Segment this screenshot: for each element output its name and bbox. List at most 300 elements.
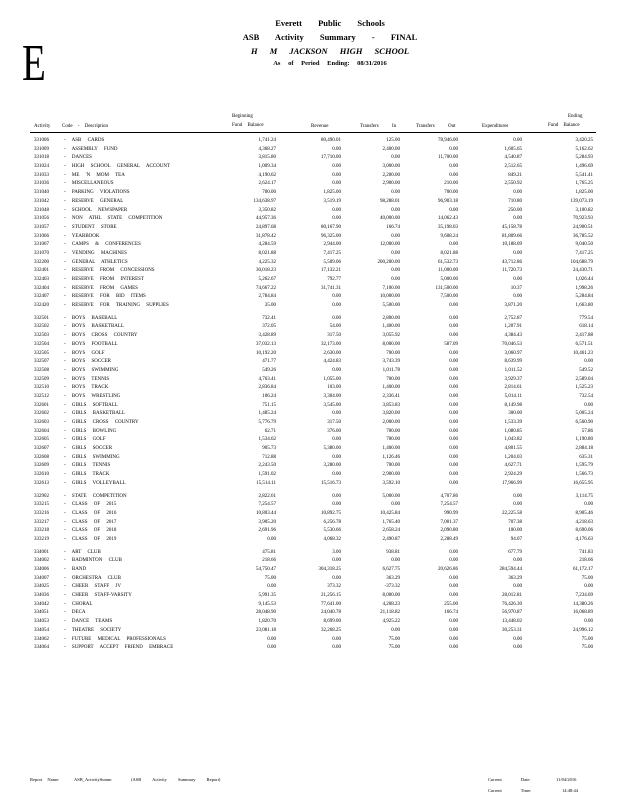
table-row [0, 527, 618, 536]
row-transfers-in: 10,425.84 [380, 510, 400, 516]
row-description: - NON ATHL STATE COMPETITION [64, 216, 163, 222]
row-expenditures: 8,639.99 [504, 359, 522, 365]
row-beginning-balance: 4,225.32 [258, 259, 276, 265]
row-transfers-out: 587.09 [444, 341, 458, 347]
table-row [0, 233, 618, 242]
row-ending-balance: 70,923.93 [573, 216, 593, 222]
row-description: - FUTURE MEDICAL PROFESSIONALS [64, 636, 166, 642]
row-transfers-in: 700.00 [386, 428, 400, 434]
row-transfers-out: 11,700.00 [438, 155, 458, 161]
row-transfers-in: 2,200.00 [382, 172, 400, 178]
row-description: - MISCELLANEOUS [64, 181, 114, 187]
table-row [0, 207, 618, 216]
row-revenue: 0.00 [332, 172, 341, 178]
table-row [0, 241, 618, 250]
row-code: 331070 [34, 250, 49, 256]
row-code: 334064 [34, 645, 49, 651]
row-revenue: 4,424.83 [323, 359, 341, 365]
row-code: 331042 [34, 198, 49, 204]
row-expenditures: 0.00 [513, 558, 522, 564]
row-expenditures: 2,550.92 [504, 181, 522, 187]
row-ending-balance: 618.14 [579, 324, 593, 330]
header-rule [30, 132, 596, 133]
row-beginning-balance: 10,192.20 [256, 350, 276, 356]
row-beginning-balance: 712.88 [262, 454, 276, 460]
row-expenditures: 100.00 [508, 528, 522, 534]
row-revenue: 21,256.15 [321, 593, 341, 599]
row-revenue: 24,040.78 [321, 610, 341, 616]
row-description: - ORCHESTRA CLUB [64, 575, 121, 581]
row-beginning-balance: 35.00 [264, 303, 276, 309]
row-code: 332613 [34, 480, 49, 486]
row-revenue: 4,068.32 [323, 536, 341, 542]
table-row [0, 323, 618, 332]
row-revenue: 0.00 [332, 207, 341, 213]
row-code: 333217 [34, 519, 49, 525]
row-revenue: 5,530.66 [323, 528, 341, 534]
row-transfers-out: 0.00 [449, 146, 458, 152]
row-transfers-out: 0.00 [449, 645, 458, 651]
row-code: 332509 [34, 376, 49, 382]
table-row [0, 285, 618, 294]
table-row [0, 436, 618, 445]
row-beginning-balance: 75.00 [264, 575, 276, 581]
col-header-ending: Ending [568, 114, 583, 119]
row-code: 333215 [34, 502, 49, 508]
row-ending-balance: 1,825.00 [575, 190, 593, 196]
row-code: 332608 [34, 454, 49, 460]
row-description: - CHORAL [64, 601, 93, 607]
row-expenditures: 2,924.29 [504, 472, 522, 478]
row-transfers-in: 1,011.78 [382, 367, 400, 373]
footer-report-name: ASB_ActivitySumm [74, 777, 112, 782]
row-ending-balance: 0.00 [584, 402, 593, 408]
row-beginning-balance: 5,776.79 [258, 420, 276, 425]
row-description: - DANCE TEAMS [64, 619, 113, 625]
row-revenue: 103.00 [327, 385, 341, 391]
row-beginning-balance: 1,009.34 [258, 164, 276, 170]
row-beginning-balance: 3,350.82 [258, 207, 276, 213]
row-transfers-in: 700.00 [386, 463, 400, 469]
table-row [0, 575, 618, 584]
row-code: 332604 [34, 428, 49, 434]
table-row [0, 627, 618, 636]
row-transfers-out: 78,946.00 [438, 138, 458, 143]
row-code: 331056 [34, 216, 49, 222]
table-row [0, 557, 618, 566]
row-beginning-balance: 24,897.68 [256, 224, 276, 230]
row-description: - GIRLS SOFTBALL [64, 402, 118, 408]
row-ending-balance: 5,541.41 [575, 172, 593, 178]
row-beginning-balance: 3,428.89 [258, 333, 276, 339]
row-expenditures: 10,188.09 [502, 242, 522, 248]
col-header-expenditures: Expenditures [482, 124, 509, 129]
row-description: - GIRLS SWIMMING [64, 454, 120, 460]
row-revenue: 3,304.00 [323, 393, 341, 399]
row-transfers-out: 35,198.03 [438, 224, 458, 230]
table-row [0, 267, 618, 276]
row-description: - RESERVE FROM CONCESSIONS [64, 268, 155, 274]
row-transfers-in: 938.81 [386, 549, 400, 555]
row-code: 334025 [34, 584, 49, 590]
row-beginning-balance: 2,624.17 [258, 181, 276, 187]
row-beginning-balance: 732.41 [262, 315, 276, 321]
table-row [0, 402, 618, 411]
row-revenue: 0.00 [332, 636, 341, 642]
row-description: - BOYS CROSS COUNTRY [64, 333, 138, 339]
row-transfers-out: 0.00 [449, 172, 458, 178]
row-description: - GIRLS BOWLING [64, 428, 117, 434]
row-ending-balance: 779.54 [579, 315, 593, 321]
row-beginning-balance: 1,485.24 [258, 411, 276, 417]
row-transfers-out: 96,903.18 [438, 198, 458, 204]
row-transfers-in: 2,658.24 [382, 528, 400, 534]
row-code: 334062 [34, 636, 49, 642]
row-transfers-in: 8,000.00 [382, 341, 400, 347]
table-row [0, 154, 618, 163]
row-expenditures: 0.00 [513, 502, 522, 508]
row-transfers-in: 700.00 [386, 376, 400, 382]
row-description: - BOYS SOCCER [64, 359, 111, 365]
row-transfers-out: 2,288.49 [440, 536, 458, 542]
row-expenditures: 1,605.65 [504, 146, 522, 152]
row-expenditures: 10.37 [510, 285, 522, 291]
row-beginning-balance: 0.00 [267, 645, 276, 651]
row-expenditures: 17,966.99 [502, 480, 522, 486]
row-description: - BOYS FOOTBALL [64, 341, 118, 347]
row-ending-balance: 1,595.79 [575, 463, 593, 469]
row-transfers-in: 5,500.00 [382, 303, 400, 309]
row-beginning-balance: 1,591.02 [258, 472, 276, 478]
row-beginning-balance: 37,032.13 [256, 341, 276, 347]
row-description: - BADMINTON CLUB [64, 558, 122, 564]
row-transfers-out: 0.00 [449, 428, 458, 434]
row-ending-balance: 1,765.25 [575, 181, 593, 187]
row-transfers-in: 2,800.00 [382, 315, 400, 321]
row-expenditures: 250.00 [508, 207, 522, 213]
row-beginning-balance: 10,803.44 [256, 510, 276, 516]
row-beginning-balance: 549.26 [262, 367, 276, 373]
table-row [0, 367, 618, 376]
row-transfers-in: 166.74 [386, 224, 400, 230]
row-transfers-in: 125.00 [386, 138, 400, 143]
row-description: - GIRLS CROSS COUNTRY [64, 420, 139, 425]
row-transfers-out: 0.00 [449, 480, 458, 486]
row-expenditures: 849.21 [508, 172, 522, 178]
row-expenditures: 2,752.87 [504, 315, 522, 321]
row-description: - RESERVE FROM GAMES [64, 285, 138, 291]
row-description: - STATE COMPETITION [64, 493, 127, 499]
row-ending-balance: 2,589.04 [575, 376, 593, 382]
row-transfers-in: 98,288.01 [380, 198, 400, 204]
row-transfers-in: 10,000.00 [380, 294, 400, 300]
row-transfers-out: 255.00 [444, 601, 458, 607]
table-row [0, 601, 618, 610]
row-ending-balance: 75.00 [581, 575, 593, 581]
table-row [0, 471, 618, 480]
row-transfers-in: 2,900.00 [382, 181, 400, 187]
row-expenditures: 43,712.86 [502, 259, 522, 265]
row-beginning-balance: 5,991.35 [258, 593, 276, 599]
row-ending-balance: 1,026.44 [575, 277, 593, 282]
row-description: - ART CLUB [64, 549, 101, 555]
row-expenditures: 1,043.82 [504, 437, 522, 443]
row-expenditures: 1,207.91 [504, 324, 522, 330]
row-revenue: 317.50 [327, 333, 341, 339]
row-ending-balance: 24,430.71 [573, 268, 593, 274]
col-header-fund-balance-end: Fund Balance [548, 123, 580, 128]
table-row [0, 384, 618, 393]
district-logo-letter: E [22, 35, 46, 92]
row-description: - ME 'N MOM TEA [64, 172, 125, 178]
row-revenue: 80,490.01 [321, 138, 341, 143]
table-row [0, 501, 618, 510]
row-code: 332502 [34, 324, 49, 330]
row-description: - CLASS OF 2018 [64, 528, 117, 534]
row-ending-balance: 0.00 [584, 359, 593, 365]
row-code: 332503 [34, 333, 49, 339]
row-ending-balance: 36,785.52 [573, 233, 593, 239]
table-row [0, 536, 618, 545]
row-code: 332602 [34, 411, 49, 417]
row-code: 334051 [34, 610, 49, 616]
row-revenue: 0.00 [332, 437, 341, 443]
row-code: 334002 [34, 558, 49, 564]
row-beginning-balance: 30,018.23 [256, 268, 276, 274]
row-expenditures: 3,871.20 [504, 303, 522, 309]
row-transfers-out: 9,608.24 [440, 233, 458, 239]
row-ending-balance: 104,688.79 [570, 259, 593, 265]
row-code: 332404 [34, 285, 49, 291]
col-header-beginning: Beginning [232, 114, 253, 119]
row-expenditures: 4,540.87 [504, 155, 522, 161]
row-transfers-out: 0.00 [449, 393, 458, 399]
row-code: 334001 [34, 549, 49, 555]
row-revenue: 96,325.00 [321, 233, 341, 239]
row-description: - BOYS BASKETBALL [64, 324, 125, 330]
report-period: As of Period Ending: 08/31/2016 [273, 60, 387, 67]
row-revenue: 0.00 [332, 294, 341, 300]
row-code: 331036 [34, 181, 49, 187]
table-row [0, 549, 618, 558]
footer-time-value: 14:48:44 [562, 788, 579, 793]
row-revenue: 0.00 [332, 645, 341, 651]
table-row [0, 493, 618, 502]
row-code: 334006 [34, 567, 49, 572]
row-expenditures: 0.00 [513, 645, 522, 651]
table-row [0, 172, 618, 181]
row-ending-balance: 741.83 [579, 549, 593, 555]
row-revenue: 0.00 [332, 411, 341, 417]
row-description: - SCHOOL NEWSPAPER [64, 207, 128, 213]
row-transfers-out: 0.00 [449, 411, 458, 417]
row-code: 332407 [34, 294, 49, 300]
row-transfers-out: 4,707.86 [440, 493, 458, 499]
row-ending-balance: 24,996.12 [573, 627, 593, 633]
col-header-activity: Activity [34, 124, 51, 129]
row-transfers-out: 0.00 [449, 303, 458, 309]
row-transfers-in: 12,000.00 [380, 242, 400, 248]
row-ending-balance: 5,005.24 [575, 411, 593, 417]
table-row [0, 250, 618, 259]
row-transfers-in: 0.00 [391, 627, 400, 633]
row-beginning-balance: 218.66 [262, 558, 276, 564]
table-row [0, 198, 618, 207]
row-revenue: 792.77 [327, 277, 341, 282]
row-code: 334036 [34, 593, 49, 599]
row-ending-balance: 1,998.26 [575, 285, 593, 291]
row-code: 332504 [34, 341, 49, 347]
row-expenditures: 3,060.97 [504, 350, 522, 356]
row-code: 332607 [34, 446, 49, 452]
row-code: 331048 [34, 207, 49, 213]
row-description: - BOYS SWIMMING [64, 367, 119, 373]
row-code: 334053 [34, 619, 49, 625]
row-transfers-out: 0.00 [449, 402, 458, 408]
table-row [0, 618, 618, 627]
row-code: 332420 [34, 303, 49, 309]
row-beginning-balance: 28,048.90 [256, 610, 276, 616]
row-transfers-out: 0.00 [449, 558, 458, 564]
row-ending-balance: 6,560.90 [575, 420, 593, 425]
row-transfers-in: 1,400.00 [382, 446, 400, 452]
row-expenditures: 70,046.53 [502, 341, 522, 347]
table-row [0, 215, 618, 224]
table-row [0, 644, 618, 653]
row-beginning-balance: 8,021.88 [258, 250, 276, 256]
row-expenditures: 4,384.43 [504, 333, 522, 339]
row-code: 331006 [34, 138, 49, 143]
row-transfers-in: 75.00 [388, 636, 400, 642]
row-description: - BAND [64, 567, 87, 572]
row-ending-balance: 139,073.19 [570, 198, 593, 204]
row-beginning-balance: 2,784.84 [258, 294, 276, 300]
row-expenditures: 1,080.85 [504, 428, 522, 434]
table-row [0, 137, 618, 146]
row-description: - CLASS OF 2015 [64, 502, 117, 508]
row-expenditures: 0.00 [513, 493, 522, 499]
row-ending-balance: 0.00 [584, 584, 593, 590]
row-code: 332200 [34, 259, 49, 265]
row-description: - CLASS OF 2017 [64, 519, 117, 525]
row-ending-balance: 1,525.23 [575, 385, 593, 391]
row-transfers-out: 8,021.88 [440, 250, 458, 256]
row-transfers-in: 3,055.92 [382, 333, 400, 339]
row-transfers-in: 0.00 [391, 207, 400, 213]
footer-report-label: Report Name: [30, 777, 60, 782]
row-code: 331066 [34, 233, 49, 239]
row-expenditures: 76,426.30 [502, 601, 522, 607]
row-transfers-out: 0.00 [449, 627, 458, 633]
row-ending-balance: 7,417.25 [575, 250, 593, 256]
row-expenditures: 28,012.81 [502, 593, 522, 599]
row-transfers-in: 1,400.00 [382, 324, 400, 330]
row-description: - GIRLS VOLLEYBALL [64, 480, 126, 486]
table-row [0, 146, 618, 155]
row-description: - RESERVE FOR TRAINING SUPPLIES [64, 303, 169, 309]
col-header-fund-balance-begin: Fund Balance [232, 123, 264, 128]
row-transfers-in: 0.00 [391, 558, 400, 564]
row-revenue: 0.00 [332, 558, 341, 564]
row-expenditures: 5,014.11 [504, 393, 522, 399]
table-row [0, 180, 618, 189]
row-code: 331018 [34, 155, 49, 161]
row-description: - VENDING MACHINES [64, 250, 127, 256]
row-beginning-balance: 74,667.22 [256, 285, 276, 291]
row-revenue: 3,280.00 [323, 463, 341, 469]
row-beginning-balance: 475.81 [262, 549, 276, 555]
row-beginning-balance: 44,957.36 [256, 216, 276, 222]
row-beginning-balance: 0.00 [267, 584, 276, 590]
row-expenditures: 0.00 [513, 190, 522, 196]
row-ending-balance: 4,218.63 [575, 519, 593, 525]
table-row [0, 609, 618, 618]
row-transfers-in: 0.00 [391, 268, 400, 274]
row-expenditures: 300.00 [508, 411, 522, 417]
row-beginning-balance: 2,822.61 [258, 493, 276, 499]
row-ending-balance: 549.52 [579, 367, 593, 373]
row-code: 332609 [34, 463, 49, 469]
row-ending-balance: 3,420.25 [575, 138, 593, 143]
row-expenditures: 0.00 [513, 584, 522, 590]
report-district: Everett Public Schools [275, 18, 385, 28]
footer-time-label: Current Time: [488, 788, 532, 793]
row-expenditures: 0.00 [513, 636, 522, 642]
row-ending-balance: 75.00 [581, 636, 593, 642]
row-beginning-balance: 751.15 [262, 402, 276, 408]
row-ending-balance: 9,040.50 [575, 242, 593, 248]
row-expenditures: 94.07 [510, 536, 522, 542]
row-transfers-in: 2,400.00 [382, 146, 400, 152]
row-description: - BOYS TRACK [64, 385, 109, 391]
row-transfers-out: 0.00 [449, 324, 458, 330]
row-description: - BOYS GOLF [64, 350, 105, 356]
row-transfers-in: 2,900.00 [382, 472, 400, 478]
report-school: H M JACKSON HIGH SCHOOL [250, 46, 410, 56]
row-beginning-balance: 3,815.80 [258, 155, 276, 161]
row-code: 332505 [34, 350, 49, 356]
row-ending-balance: 8,905.46 [575, 510, 593, 516]
row-transfers-out: 166.74 [444, 610, 458, 616]
row-description: - YEARBOOK [64, 233, 100, 239]
row-expenditures: 4,627.71 [504, 463, 522, 469]
table-row [0, 332, 618, 341]
row-description: - CLASS OF 2016 [64, 510, 117, 516]
row-revenue: 31,741.31 [321, 285, 341, 291]
row-revenue: 32,173.00 [321, 341, 341, 347]
row-transfers-out: 0.00 [449, 437, 458, 443]
row-code: 332501 [34, 315, 49, 321]
row-transfers-in: -373.32 [384, 584, 400, 590]
row-revenue: 2,630.00 [323, 350, 341, 356]
row-beginning-balance: 134,638.97 [253, 198, 276, 204]
row-transfers-out: 0.00 [449, 593, 458, 599]
row-code: 333216 [34, 510, 49, 516]
row-revenue: 3.00 [332, 549, 341, 555]
row-transfers-out: 0.00 [449, 454, 458, 460]
row-beginning-balance: 5,262.67 [258, 277, 276, 282]
row-expenditures: 0.00 [513, 277, 522, 282]
row-beginning-balance: 23,081.18 [256, 627, 276, 633]
row-beginning-balance: 9,145.53 [258, 601, 276, 607]
row-description: - GIRLS SOCCER [64, 446, 113, 452]
row-transfers-in: 0.00 [391, 190, 400, 196]
row-code: 331040 [34, 190, 49, 196]
row-description: - THEATRE SOCIETY [64, 627, 122, 633]
row-description: - RESERVE FROM INTEREST [64, 277, 145, 282]
row-description: - GIRLS GOLF [64, 437, 106, 443]
row-transfers-out: 7,254.57 [440, 502, 458, 508]
